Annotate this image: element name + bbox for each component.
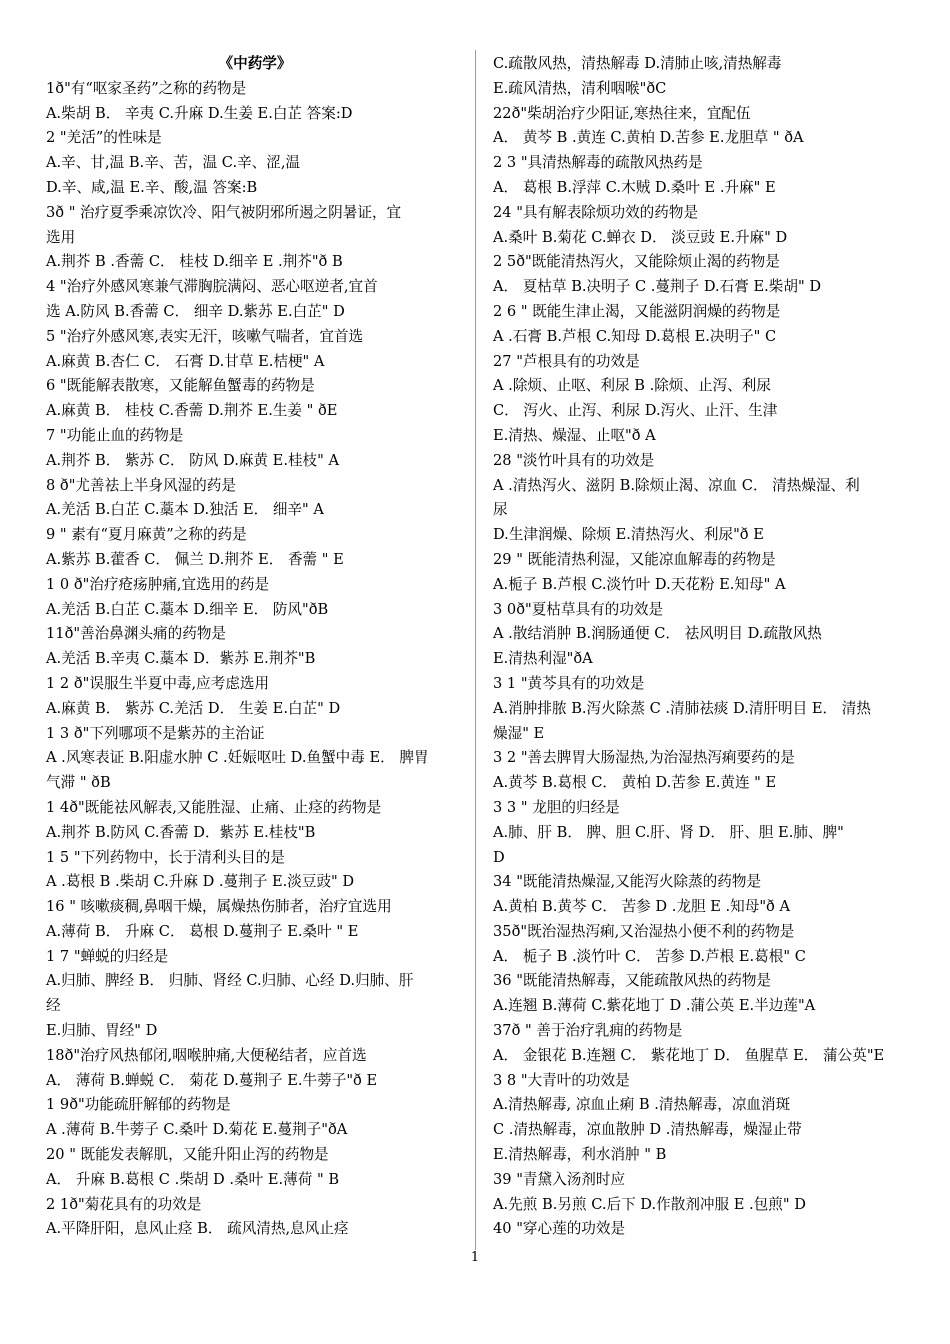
text-line: A.柴胡 B． 辛夷 C.升麻 D.生姜 E.白芷 答案:D [46,104,353,122]
text-line: A.羌活 B.白芷 C.藁本 D.细辛 E． 防风"ðB [46,600,329,618]
text-line: A .风寒表证 B.阳虚水肿 C .妊娠呕吐 D.鱼蟹中毒 E． 脾胃 [46,749,429,767]
text-line: 16 " 咳嗽痰稠,鼻咽干燥，属燥热伤肺者，治疗宜选用 [46,898,392,916]
text-line: 8 ð"尤善祛上半身风湿的药是 [46,476,236,494]
column-divider [475,50,476,1250]
text-line: 2 "羌活”的性味是 [46,129,162,147]
text-line: E.清热利湿"ðA [493,650,593,668]
text-line: 选 A.防风 B.香薷 C． 细辛 D.紫苏 E.白芷" D [46,302,345,320]
text-line: 燥湿" E [493,724,545,742]
text-line: 1 0 ð"治疗疮疡肿痛,宜选用的药是 [46,575,270,593]
text-line: 3 3 " 龙胆的归经是 [493,798,620,816]
text-line: A .葛根 B .柴胡 C.升麻 D .蔓荆子 E.淡豆豉" D [46,873,355,891]
text-line: A.归肺、脾经 B． 归肺、肾经 C.归肺、心经 D.归肺、肝 [46,972,414,990]
text-line: A.黄柏 B.黄芩 C． 苦参 D .龙胆 E .知母"ð A [493,898,791,916]
text-line: 2 5ð"既能清热泻火，又能除烦止渴的药物是 [493,253,780,271]
text-line: A． 黄芩 B .黄连 C.黄柏 D.苦参 E.龙胆草 " ðA [493,129,804,147]
text-line: 3 0ð"夏枯草具有的功效是 [493,600,664,618]
text-line: 27 "芦根具有的功效是 [493,352,640,370]
left-column [46,52,464,1242]
text-line: A.紫苏 B.藿香 C． 佩兰 D.荆芥 E． 香薷 " E [46,550,344,568]
text-line: 40 "穿心莲的功效是 [493,1220,626,1238]
text-line: A.连翘 B.薄荷 C.紫花地丁 D .蒲公英 E.半边莲"A [493,997,816,1015]
text-line: 4 "治疗外感风寒兼气滞胸脘满闷、恶心呕逆者,宜首 [46,278,378,296]
text-line: A.荆芥 B.防风 C.香薷 D．紫苏 E.桂枝"B [46,823,316,841]
text-line: A.平降肝阳，息风止痉 B． 疏风清热,息风止痉 [46,1220,349,1238]
text-line: 尿 [493,501,508,519]
text-line: A .散结消肿 B.润肠通便 C． 祛风明目 D.疏散风热 [493,625,822,643]
text-line: 11ð"善治鼻渊头痛的药物是 [46,625,227,643]
right-column [493,52,911,1242]
text-line: 20 " 既能发表解肌，又能升阳止泻的药物是 [46,1146,329,1164]
page-number: 1 [470,1250,480,1265]
text-line: E.清热解毒，利水消肿 " B [493,1146,667,1164]
text-line: A． 葛根 B.浮萍 C.木贼 D.桑叶 E .升麻" E [493,178,776,196]
text-line: 5 "治疗外感风寒,表实无汗，咳嗽气喘者，宜首选 [46,327,364,345]
text-line: 1 3 ð"下列哪项不是紫苏的主治证 [46,724,265,742]
text-line: 36 "既能清热解毒，又能疏散风热的药物是 [493,972,772,990]
text-line: 1 4ð"既能祛风解表,又能胜湿、止痛、止痉的药物是 [46,798,382,816]
text-line: 1 9ð"功能疏肝解郁的药物是 [46,1096,231,1114]
text-line: 3 2 "善去脾胃大肠湿热,为治湿热泻痢要药的是 [493,749,795,767]
text-line: D.辛、咸,温 E.辛、酸,温 答案:B [46,178,258,196]
text-line: 18ð"治疗风热郁闭,咽喉肿痛,大便秘结者，应首选 [46,1046,367,1064]
text-line: 选用 [46,228,76,246]
text-line: 34 "既能清热燥湿,又能泻火除蒸的药物是 [493,873,762,891]
text-line: D [493,848,505,866]
text-line: A.桑叶 B.菊花 C.蝉衣 D． 淡豆豉 E.升麻" D [493,228,788,246]
text-line: A.肺、肝 B． 脾、胆 C.肝、肾 D． 肝、胆 E.肺、脾" [493,823,844,841]
text-line: 3 8 "大青叶的功效是 [493,1071,630,1089]
text-line: 2 6 " 既能生津止渴，又能滋阴润燥的药物是 [493,302,781,320]
text-line: A.消肿排脓 B.泻火除蒸 C .清肺祛痰 D.清肝明目 E． 清热 [493,699,871,717]
text-line: C.疏散风热，清热解毒 D.清肺止咳,清热解毒 [493,55,782,72]
text-line: A． 薄荷 B.蝉蜕 C． 菊花 D.蔓荆子 E.牛蒡子"ð E [46,1071,378,1089]
text-line: 1ð"有“呕家圣药”之称的药物是 [46,79,247,97]
text-line: 1 7 "蝉蜕的归经是 [46,947,169,965]
text-line: A .石膏 B.芦根 C.知母 D.葛根 E.决明子" C [493,327,777,345]
text-line: A.薄荷 B． 升麻 C． 葛根 D.蔓荆子 E.桑叶 " E [46,922,359,940]
text-line: 1 5 "下列药物中，长于清利头目的是 [46,848,285,866]
text-line: 3ð " 治疗夏季乘凉饮冷、阳气被阴邪所遏之阴暑证，宜 [46,203,402,221]
text-line: E.清热、燥湿、止呕"ð A [493,426,656,444]
document-title: 《中药学》 [218,55,292,72]
text-line: 39 "青黛入汤剂时应 [493,1170,626,1188]
text-line: A． 栀子 B .淡竹叶 C． 苦参 D.芦根 E.葛根" C [493,947,806,965]
text-line: E.归肺、胃经" D [46,1022,158,1040]
text-line: A.羌活 B.白芷 C.藁本 D.独活 E． 细辛" A [46,501,324,519]
text-line: A． 升麻 B.葛根 C .柴胡 D .桑叶 E.薄荷 " B [46,1170,340,1188]
text-line: A.羌活 B.辛夷 C.藁本 D．紫苏 E.荆芥"B [46,650,316,668]
text-line: A.荆芥 B． 紫苏 C． 防风 D.麻黄 E.桂枝" A [46,451,340,469]
text-line: C． 泻火、止泻、利尿 D.泻火、止汗、生津 [493,402,778,420]
text-line: 29 " 既能清热利湿，又能凉血解毒的药物是 [493,550,776,568]
text-line: 37ð " 善于治疗乳痈的药物是 [493,1022,683,1040]
text-line: A .薄荷 B.牛蒡子 C.桑叶 D.菊花 E.蔓荆子"ðA [46,1121,348,1139]
text-line: A.黄芩 B.葛根 C． 黄柏 D.苦参 E.黄连 " E [493,774,777,792]
text-line: 6 "既能解表散寒，又能解鱼蟹毒的药物是 [46,377,315,395]
text-line: C .清热解毒，凉血散肿 D .清热解毒，燥湿止带 [493,1121,802,1139]
text-line: 经 [46,997,61,1015]
text-line: A.先煎 B.另煎 C.后下 D.作散剂冲服 E .包煎" D [493,1195,806,1213]
text-line: 35ð"既治湿热泻痢,又治湿热小便不利的药物是 [493,922,795,940]
text-line: 22ð"柴胡治疗少阳证,寒热往来，宜配伍 [493,104,751,122]
text-line: 24 "具有解表除烦功效的药物是 [493,203,699,221]
text-line: E.疏风清热，清利咽喉"ðC [493,79,667,97]
text-line: A． 夏枯草 B.决明子 C .蔓荆子 D.石膏 E.柴胡" D [493,278,822,296]
text-line: A.栀子 B.芦根 C.淡竹叶 D.天花粉 E.知母" A [493,575,786,593]
text-line: 9 " 素有“夏月麻黄”之称的药是 [46,526,247,544]
text-line: 2 1ð"菊花具有的功效是 [46,1195,202,1213]
text-line: D.生津润燥、除烦 E.清热泻火、利尿"ð E [493,526,764,544]
text-line: A.麻黄 B． 紫苏 C.羌活 D． 生姜 E.白芷" D [46,699,341,717]
text-line: 气滞 " ðB [46,774,111,792]
text-line: 28 "淡竹叶具有的功效是 [493,451,655,469]
text-line: 2 3 "具清热解毒的疏散风热药是 [493,154,703,172]
text-line: 1 2 ð"误服生半夏中毒,应考虑选用 [46,674,270,692]
text-line: A.清热解毒, 凉血止痢 B .清热解毒，凉血消斑 [493,1096,791,1114]
text-line: A .清热泻火、滋阴 B.除烦止渴、凉血 C． 清热燥湿、利 [493,476,860,494]
text-line: 3 1 "黄芩具有的功效是 [493,674,645,692]
text-line: A.辛、甘,温 B.辛、苦，温 C.辛、涩,温 [46,154,301,172]
text-line: A． 金银花 B.连翘 C． 紫花地丁 D． 鱼腥草 E． 蒲公英"E [493,1046,885,1064]
text-line: A .除烦、止呕、利尿 B .除烦、止泻、利尿 [493,377,771,395]
text-line: A.荆芥 B .香薷 C． 桂枝 D.细辛 E .荆芥"ð B [46,253,343,271]
text-line: 7 "功能止血的药物是 [46,426,184,444]
text-line: A.麻黄 B.杏仁 C． 石膏 D.甘草 E.桔梗" A [46,352,325,370]
text-line: A.麻黄 B． 桂枝 C.香薷 D.荆芥 E.生姜 " ðE [46,402,338,420]
